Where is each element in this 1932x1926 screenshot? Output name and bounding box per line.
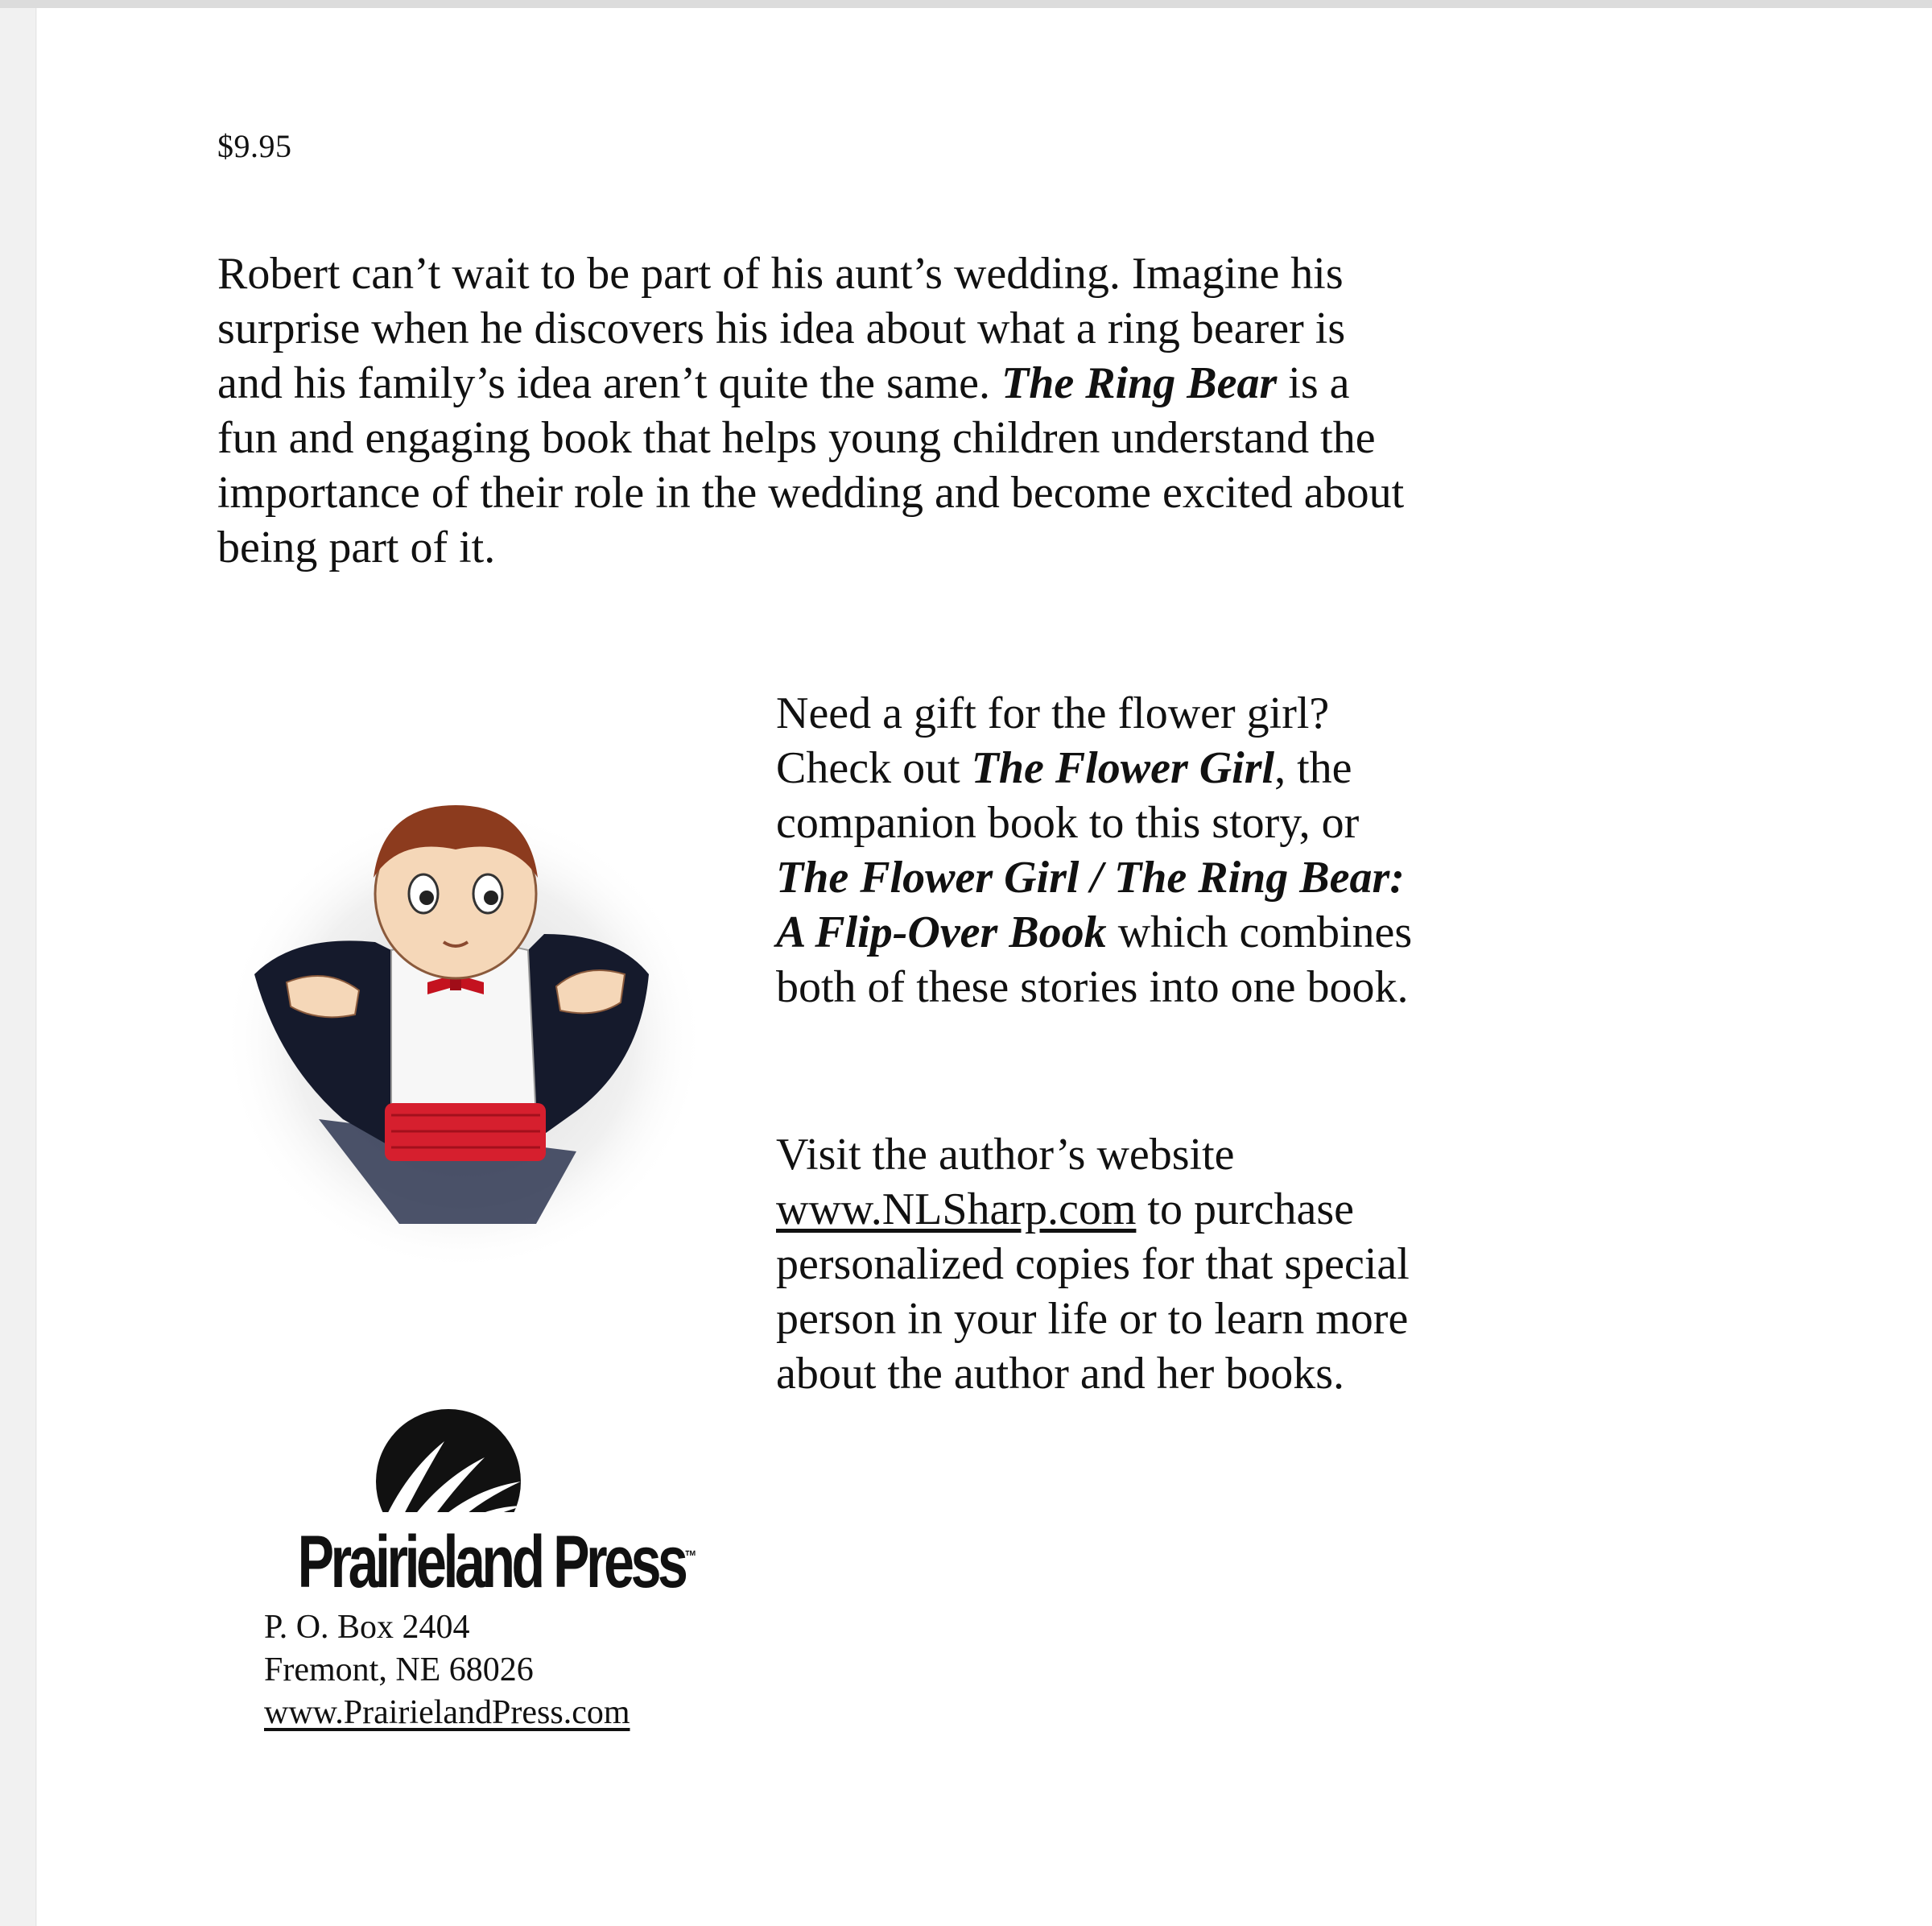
flower-girl-title: The Flower Girl [971,743,1275,793]
publisher-wordmark [297,1520,697,1605]
po-box-line: P. O. Box 2404 [264,1609,470,1646]
author-website-paragraph [776,1127,1436,1401]
city-state-zip-line: Fremont, NE 68026 [264,1651,534,1688]
book-description [217,246,1417,575]
book-title: The Ring Bear [1001,358,1278,408]
back-cover-page [37,8,1932,1926]
ring-bearer-boy-illustration [198,773,713,1272]
publisher-name: Prairieland Press [297,1521,685,1603]
author-website-link[interactable]: www.NLSharp.com [776,1184,1137,1234]
publisher-website-link[interactable]: www.PrairielandPress.com [264,1694,630,1731]
description-text-2: is a fun and engaging book that helps young children understand the importance of their role in the wedding and become excited about being part of it. [217,358,1405,572]
prairie-grass-emblem-icon [372,1409,525,1538]
website-text-1: Visit the author’s website [776,1130,1235,1180]
trademark-symbol: ™ [684,1548,697,1566]
price-label: $9.95 [217,128,292,164]
website-text-2: to purchase personalized copies for that special person in your life or to learn more about the author and her books. [776,1184,1410,1399]
description-text-1: Robert can’t wait to be part of his aunt’s wedding. Imagine his surprise when he discovers his idea about what a ring bearer is and his family’s idea aren’t quite the same. [217,249,1346,408]
companion-text-3: which combines both of these stories into one book. [776,907,1413,1012]
publisher-address [264,1606,630,1734]
companion-book-paragraph [776,686,1436,1015]
flip-over-book-title: The Flower Girl / The Ring Bear: A Flip-Over Book [776,853,1405,957]
page-gutter [0,8,36,1926]
publisher-logo [243,1377,697,1643]
window-top-edge [0,0,1932,8]
companion-text-2: , the companion book to this story, or [776,743,1360,848]
companion-text-1: Need a gift for the flower girl? Check out [776,688,1330,793]
